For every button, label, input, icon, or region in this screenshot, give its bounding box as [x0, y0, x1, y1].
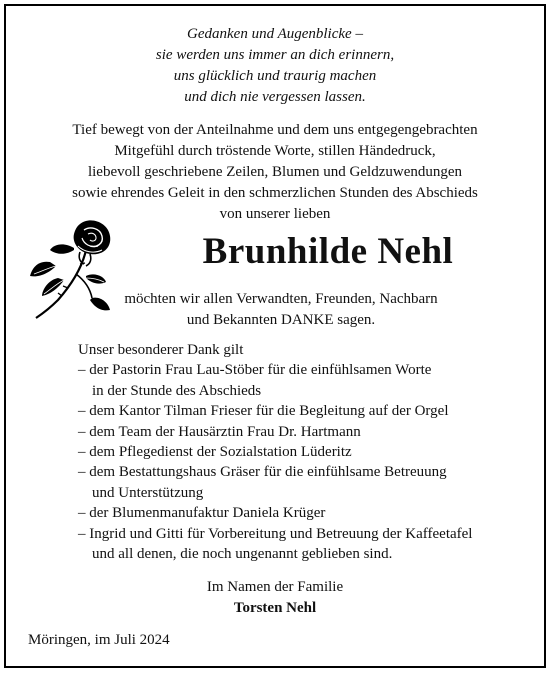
intro-line: liebevoll geschriebene Zeilen, Blumen und Geldzuwendungen	[87, 164, 463, 180]
list-item-continuation: und Unterstützung	[92, 484, 204, 501]
list-item-continuation: in der Stunde des Abschieds	[92, 382, 262, 399]
list-item: – der Blumenmanufaktur Daniela Krüger	[78, 505, 326, 522]
signature-name: Torsten Nehl	[233, 600, 317, 616]
intro-line: Mitgefühl durch tröstende Worte, stillen Händedruck,	[114, 143, 436, 159]
verse	[6, 24, 544, 108]
signature	[6, 577, 544, 619]
intro-text	[6, 120, 544, 225]
signature-line: Im Namen der Familie	[206, 579, 344, 595]
verse-line: uns glücklich und traurig machen	[173, 68, 377, 84]
special-thanks-list	[78, 340, 538, 564]
list-item: – dem Bestattungshaus Gräser für die einfühlsame Betreuung	[78, 464, 447, 481]
list-item-continuation: und all denen, die noch ungenannt geblieben sind.	[92, 546, 393, 563]
verse-line: sie werden uns immer an dich erinnern,	[155, 47, 395, 63]
verse-line: Gedanken und Augenblicke –	[187, 26, 363, 42]
place-date: Möringen, im Juli 2024	[28, 632, 170, 648]
thanks-text	[96, 289, 466, 331]
list-item: – Ingrid und Gitti für Vorbereitung und Betreuung der Kaffeetafel	[78, 525, 473, 542]
obituary-card	[4, 4, 546, 668]
intro-line: sowie ehrendes Geleit in den schmerzlichen Stunden des Abschieds	[72, 185, 478, 201]
thanks-line: möchten wir allen Verwandten, Freunden, Nachbarn	[124, 291, 438, 307]
deceased-name: Brunhilde Nehl	[202, 231, 454, 272]
verse-line: und dich nie vergessen lassen.	[184, 89, 366, 105]
list-item: – der Pastorin Frau Lau-Stöber für die einfühlsamen Worte	[78, 362, 432, 379]
intro-line: von unserer lieben	[219, 206, 331, 222]
special-thanks-heading: Unser besonderer Dank gilt	[78, 342, 244, 358]
list-item: – dem Kantor Tilman Frieser für die Begleitung auf der Orgel	[78, 403, 449, 420]
thanks-line: und Bekannten DANKE sagen.	[186, 312, 376, 328]
intro-line: Tief bewegt von der Anteilnahme und dem uns entgegengebrachten	[72, 122, 478, 138]
list-item: – dem Team der Hausärztin Frau Dr. Hartmann	[78, 423, 361, 440]
list-item: – dem Pflegedienst der Sozialstation Lüderitz	[78, 444, 352, 461]
